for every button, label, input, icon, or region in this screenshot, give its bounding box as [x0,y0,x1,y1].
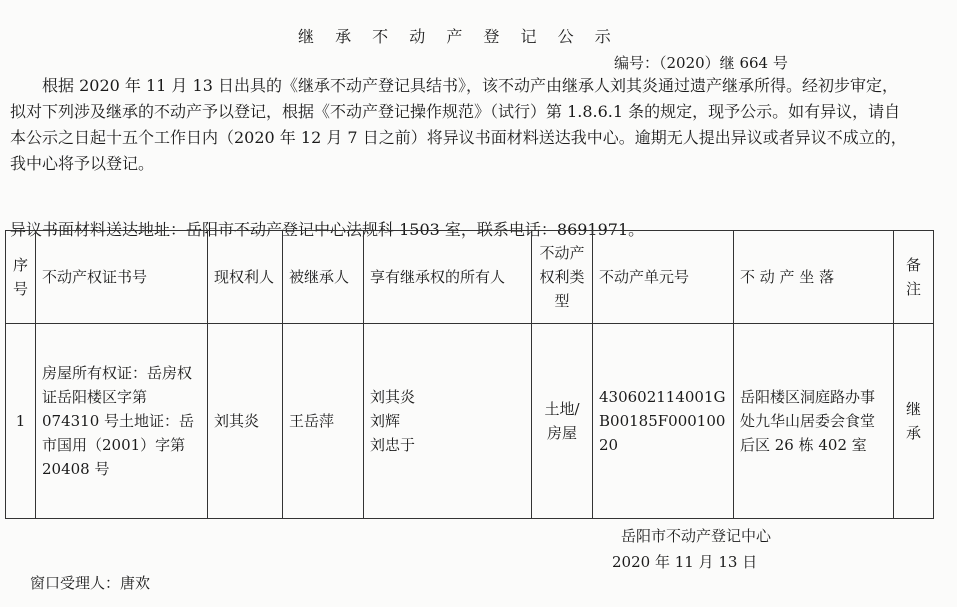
header-unit-no: 不动产单元号 [593,231,734,324]
objection-address: 异议书面材料送达地址：岳阳市不动产登记中心法规科 1503 室，联系电话：8691971。 [10,220,645,239]
issuing-organization: 岳阳市不动产登记中心 [621,527,772,545]
cell-cert-no: 房屋所有权证：岳房权证岳阳楼区字第 074310 号土地证：岳市国用（2001）字第 20408 号 [36,324,208,519]
cell-right-type: 土地/房屋 [532,324,593,519]
cell-location: 岳阳楼区洞庭路办事处九华山居委会食堂后区 26 栋 402 室 [734,324,894,519]
heir-name: 刘忠于 [370,436,416,454]
header-right-type: 不动产权利类型 [532,231,593,324]
cell-heirs [364,324,532,519]
header-owner: 现权利人 [208,231,283,324]
cell-remark: 继承 [894,324,934,519]
document-title: 继 承 不 动 产 登 记 公 示 [298,27,619,46]
announcement-paragraph: 根据 2020 年 11 月 13 日出具的《继承不动产登记具结书》，该不动产由继承人刘其炎通过遗产继承所得。经初步审定， 拟对下列涉及继承的不动产予以登记，根据《不动产登记操作规范》（试行）第 1.8.6.1 条的规定，现予公示。如有异议，请自本公示之日起十五个工作日内（2020 年 12 月 7 日之前）将异议书面材料送达我中心。逾期无人提出异议或者异议不成立的，我中心将予以登记。 [10,76,907,173]
table-header-row [6,231,934,324]
cell-seq: 1 [6,324,36,519]
window-clerk: 窗口受理人：唐欢 [30,574,151,592]
document-number: 编号：（2020）继 664 号 [614,54,788,72]
announcement-body [10,73,912,177]
issue-date: 2020 年 11 月 13 日 [612,553,758,571]
header-seq: 序号 [6,231,36,324]
table-row [6,324,934,519]
header-decedent: 被继承人 [283,231,364,324]
cell-owner: 刘其炎 [208,324,283,519]
header-heirs: 享有继承权的所有人 [364,231,532,324]
heir-name: 刘辉 [370,412,401,430]
header-cert-no: 不动产权证书号 [36,231,208,324]
property-table [5,230,934,519]
heir-name: 刘其炎 [370,388,416,406]
signature-block [612,523,772,575]
cell-decedent: 王岳萍 [283,324,364,519]
cell-unit-no: 430602114001GB00185F00010020 [593,324,734,519]
header-location: 不 动 产 坐 落 [734,231,894,324]
header-remark: 备注 [894,231,934,324]
